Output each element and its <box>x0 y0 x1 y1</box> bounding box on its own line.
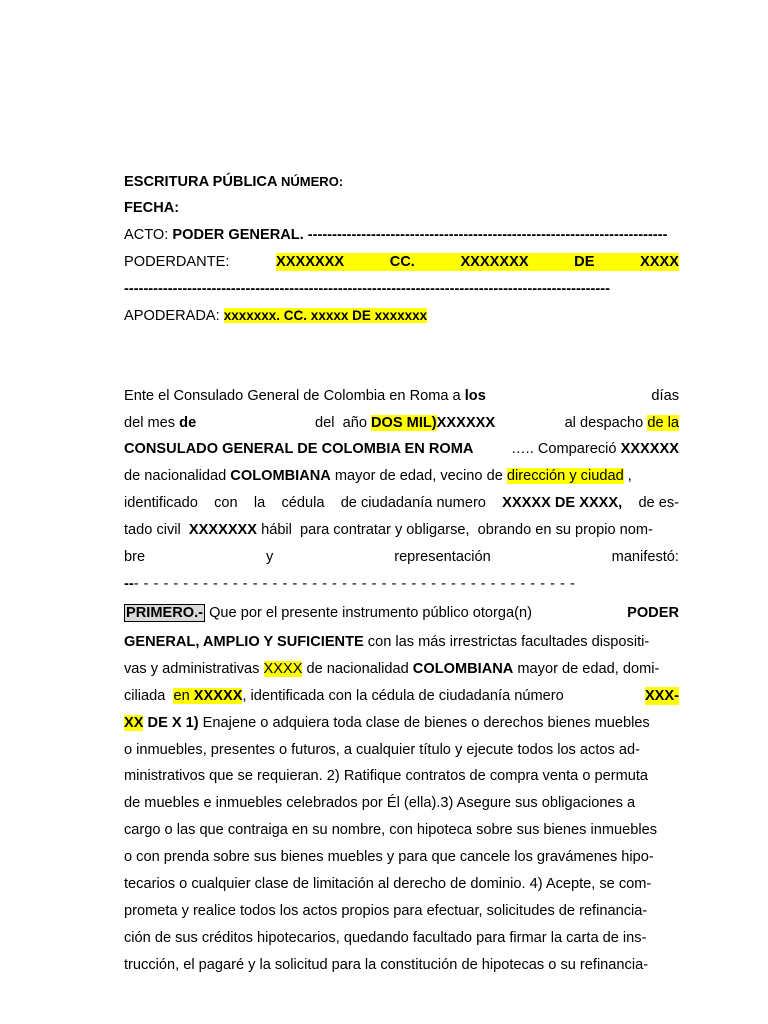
body-text: identificado <box>124 495 198 511</box>
body-line-3-segment <box>503 440 679 458</box>
body-text-bold: GENERAL, AMPLIO Y SUFICIENTE <box>124 634 364 650</box>
body-text-bold: COLOMBIANA <box>412 661 514 677</box>
poderdante-value <box>276 253 679 271</box>
poderdante-word: DE <box>574 254 595 270</box>
escritura-line <box>124 173 679 191</box>
body-text: cédula <box>281 495 325 511</box>
primero-line-10: o con prenda sobre sus bienes muebles y para que cancele los gravámenes hipo- <box>124 849 654 865</box>
body-text-bold: XXXXX DE XXXX, <box>502 495 623 511</box>
primero-line-14: trucción, el pagaré y la solicitud para la constitución de hipotecas o su refinancia- <box>124 957 649 973</box>
highlight-xxx: XXX- <box>644 688 679 704</box>
poderdante-word: CC. <box>389 254 415 270</box>
dash-bold: -- <box>124 576 134 592</box>
body-line-6 <box>124 521 679 539</box>
acto-dashes: -------------------------------------------------------------------------- <box>303 227 668 243</box>
body-text: la <box>253 495 266 511</box>
body-text-bold: XXXXXX <box>436 415 496 431</box>
body-text: vas y administrativas <box>124 661 264 677</box>
highlight-dos-mil: DOS MIL) <box>371 415 437 431</box>
escritura-label: ESCRITURA PÚBLICA <box>124 174 282 190</box>
apoderada-value: xxxxxxx. CC. xxxxx DE xxxxxxx <box>223 308 428 323</box>
body-text: ….. Compareció <box>502 441 621 457</box>
body-text: Enajene o adquiera toda clase de bienes o derechos bienes muebles <box>198 715 650 731</box>
body-text-bold: XXXXXX <box>620 441 679 457</box>
body-text: Que por el presente instrumento público otorga(n) <box>205 605 537 621</box>
body-text: bre <box>124 549 146 565</box>
apoderada-line <box>124 307 679 325</box>
apoderada-label: APODERADA: <box>124 308 224 324</box>
primero-line-8: de muebles e inmuebles celebrados por Él (ella).3) Asegure sus obligaciones a <box>124 795 636 811</box>
body-line-1 <box>124 387 679 405</box>
poderdante-label: PODERDANTE: <box>124 254 230 270</box>
body-text-bold: los <box>464 388 486 404</box>
body-text: y <box>266 549 274 565</box>
body-text: tado civil <box>124 522 189 538</box>
acto-label: ACTO: <box>124 227 173 243</box>
body-text: , identificada con la cédula de ciudadanía número <box>242 688 568 704</box>
poderdante-word: XXXXXXX <box>460 254 529 270</box>
primero-line-13: ción de sus créditos hipotecarios, quedando facultado para firmar la carta de ins- <box>124 930 647 946</box>
acto-value: PODER GENERAL. <box>172 227 304 243</box>
body-text: días <box>651 388 679 404</box>
highlight-en: en <box>173 688 194 704</box>
body-line-7 <box>124 548 679 566</box>
highlight-xx: XX <box>124 715 144 731</box>
body-line-3 <box>124 440 679 458</box>
highlight-xxxxx: XXXXX <box>193 688 243 704</box>
body-text-bold: COLOMBIANA <box>230 468 331 484</box>
body-text: con <box>214 495 238 511</box>
body-text-bold: PODER <box>627 605 679 621</box>
body-text: de nacionalidad <box>302 661 413 677</box>
body-text: mayor de edad, vecino de <box>330 468 507 484</box>
body-line-4 <box>124 467 679 485</box>
fecha-line <box>124 199 679 217</box>
body-text: al despacho <box>560 415 648 431</box>
body-text-bold: DE X 1) <box>143 715 199 731</box>
primero-line-4 <box>124 687 679 705</box>
primero-line-3 <box>124 660 679 678</box>
body-text: del mes <box>124 415 180 431</box>
body-line-2-right <box>315 414 679 432</box>
primero-line-11: tecarios o cualquier clase de limitación al derecho de dominio. 4) Acepte, se com- <box>124 876 652 892</box>
body-text: hábil para contratar y obligarse, obrando en su propio nom- <box>257 522 653 538</box>
body-text: mayor de edad, domi- <box>513 661 660 677</box>
body-text-bold: de <box>179 415 197 431</box>
primero-line-12: prometa y realice todos los actos propios para efectuar, solicitudes de refinancia- <box>124 903 648 919</box>
body-text: de es- <box>638 495 679 511</box>
body-text-bold: XXXXXXX <box>188 522 258 538</box>
dash-line: - - - - - - - - - - - - - - - - - - - - - - - - - - - - - - - - - - - - - - - - - - - - - <box>133 576 576 592</box>
highlight-direccion: dirección y ciudad <box>506 468 624 484</box>
primero-line-2 <box>124 633 679 651</box>
acto-line <box>124 226 680 244</box>
primero-line-9: cargo o las que contraiga en su nombre, con hipoteca sobre sus bienes inmuebles <box>124 822 657 838</box>
poderdante-word: XXXX <box>640 254 679 270</box>
body-text: , <box>623 468 632 484</box>
primero-line-1 <box>124 604 679 622</box>
separator-dash-line: ---------------------------------------------------------------------------------------------------- <box>124 281 610 297</box>
primero-line-7: ministrativos que se requieran. 2) Ratifique contratos de compra venta o permuta <box>124 768 649 784</box>
highlight-xxxx: XXXX <box>263 661 303 677</box>
body-line-2-segment <box>561 414 679 432</box>
body-text: de ciudadanía numero <box>340 495 486 511</box>
highlight-de-la: de la <box>647 415 679 431</box>
body-text: manifestó: <box>611 549 679 565</box>
body-text: del año <box>315 415 371 431</box>
numero-label: NÚMERO: <box>281 174 344 189</box>
body-text: con las más irrestrictas facultades dispositi- <box>363 634 650 650</box>
fecha-label: FECHA: <box>124 200 180 216</box>
body-text: de nacionalidad <box>124 468 231 484</box>
poderdante-word: XXXXXXX <box>276 254 345 270</box>
primero-line-6: o inmuebles, presentes o futuros, a cualquier título y ejecute todos los actos ad- <box>124 742 640 758</box>
poderdante-line <box>124 253 679 271</box>
body-line-2-segment <box>315 414 495 432</box>
primero-line-5 <box>124 714 679 732</box>
body-dash-line <box>124 575 679 593</box>
body-text: Ente el Consulado General de Colombia en Roma a <box>124 388 465 404</box>
body-line-2 <box>124 414 679 432</box>
primero-label: PRIMERO.- <box>126 605 204 621</box>
body-text: representación <box>394 549 491 565</box>
consulado-name: CONSULADO GENERAL DE COLOMBIA EN ROMA <box>124 441 474 457</box>
body-text: ciliada <box>124 688 174 704</box>
body-line-5 <box>124 494 679 512</box>
